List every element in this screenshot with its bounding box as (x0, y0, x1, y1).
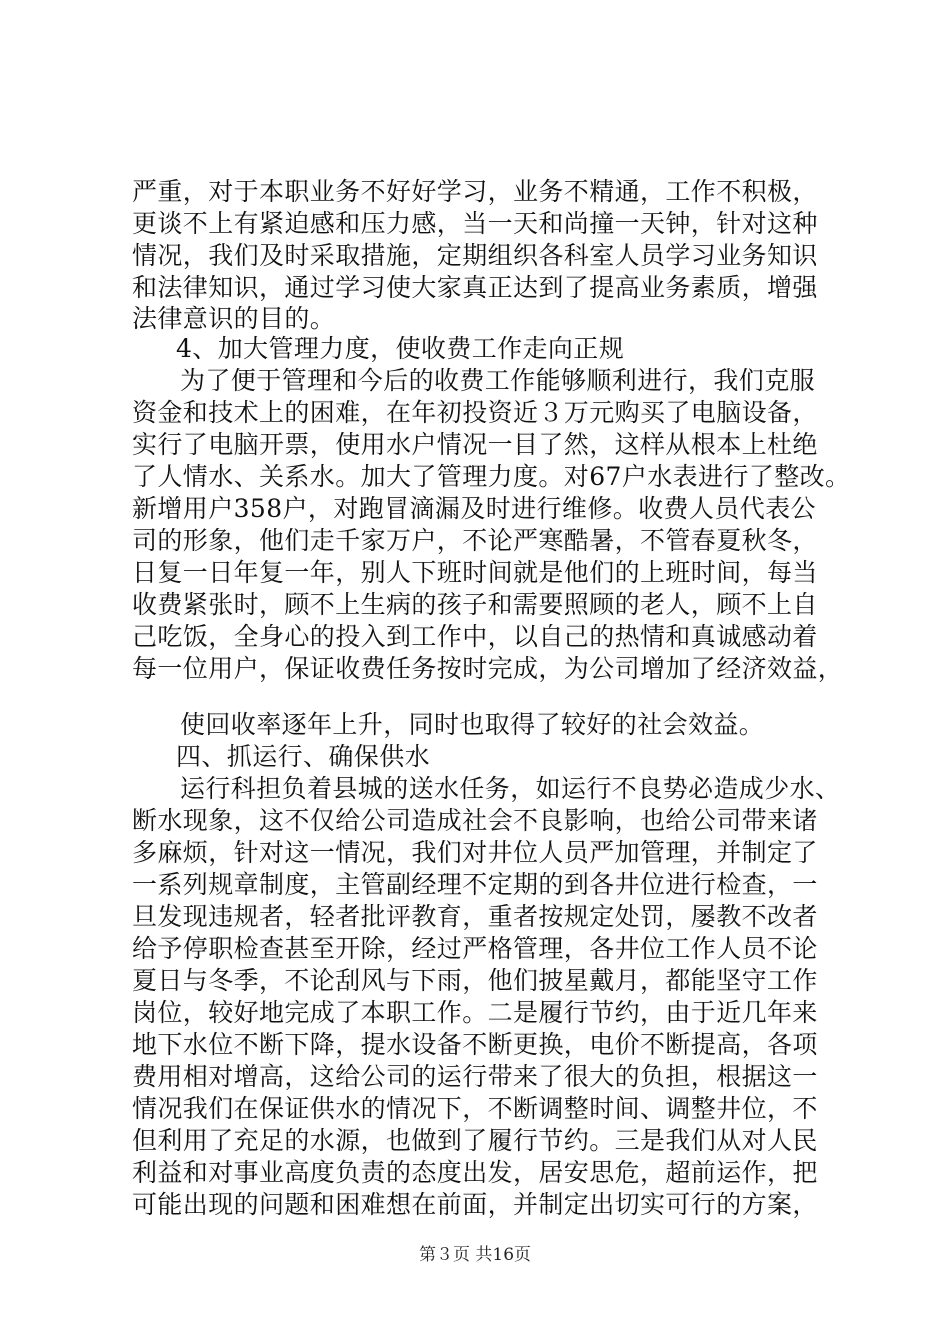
paragraph-first-line: 运行科担负着县城的送水任务，如运行不良势必造成少水、 (180, 774, 841, 803)
body-line: 资金和技术上的困难，在年初投资近３万元购买了电脑设备， (132, 398, 818, 427)
body-line: 情况我们在保证供水的情况下，不断调整时间、调整井位，不 (132, 1094, 818, 1123)
body-line: 夏日与冬季，不论刮风与下雨，他们披星戴月，都能坚守工作 (132, 966, 818, 995)
body-line: 利益和对事业高度负责的态度出发，居安思危，超前运作，把 (132, 1158, 818, 1187)
body-line: 但利用了充足的水源，也做到了履行节约。三是我们从对人民 (132, 1126, 818, 1155)
section-heading: 4、加大管理力度，使收费工作走向正规 (176, 334, 625, 363)
body-line: 了人情水、关系水。加大了管理力度。对67户水表进行了整改。 (132, 462, 851, 491)
body-line: 和法律知识，通过学习使大家真正达到了提高业务素质，增强 (132, 273, 818, 302)
paragraph-first-line: 使回收率逐年上升，同时也取得了较好的社会效益。 (180, 710, 765, 739)
body-line: 己吃饭，全身心的投入到工作中，以自己的热情和真诚感动着 (132, 622, 818, 651)
body-line: 可能出现的问题和困难想在前面，并制定出切实可行的方案， (132, 1190, 818, 1219)
body-line: 旦发现违规者，轻者批评教育，重者按规定处罚，屡教不改者 (132, 902, 818, 931)
body-line: 实行了电脑开票，使用水户情况一目了然，这样从根本上杜绝 (132, 430, 818, 459)
body-line: 每一位用户，保证收费任务按时完成，为公司增加了经济效益， (132, 654, 844, 683)
body-line: 法律意识的目的。 (132, 304, 336, 333)
body-line: 费用相对增高，这给公司的运行带来了很大的负担，根据这一 (132, 1062, 818, 1091)
body-line: 断水现象，这不仅给公司造成社会不良影响，也给公司带来诸 (132, 806, 818, 835)
body-line: 情况，我们及时采取措施，定期组织各科室人员学习业务知识 (132, 241, 818, 270)
body-line: 给予停职检查甚至开除，经过严格管理，各井位工作人员不论 (132, 934, 818, 963)
paragraph-first-line: 为了便于管理和今后的收费工作能够顺利进行，我们克服 (180, 366, 816, 395)
body-line: 日复一日年复一年，别人下班时间就是他们的上班时间，每当 (132, 558, 818, 587)
body-line: 地下水位不断下降，提水设备不断更换，电价不断提高，各项 (132, 1030, 818, 1059)
body-line: 严重，对于本职业务不好好学习，业务不精通，工作不积极， (132, 177, 818, 206)
section-heading: 四、抓运行、确保供水 (176, 742, 431, 771)
body-line: 收费紧张时，顾不上生病的孩子和需要照顾的老人，顾不上自 (132, 590, 818, 619)
body-line: 多麻烦，针对这一情况，我们对井位人员严加管理，并制定了 (132, 838, 818, 867)
body-line: 一系列规章制度，主管副经理不定期的到各井位进行检查，一 (132, 870, 818, 899)
body-line: 更谈不上有紧迫感和压力感，当一天和尚撞一天钟，针对这种 (132, 209, 818, 238)
page-number-footer: 第３页 共16页 (418, 1245, 532, 1265)
body-line: 新增用户358户，对跑冒滴漏及时进行维修。收费人员代表公 (132, 494, 816, 523)
body-line: 司的形象，他们走千家万户，不论严寒酷暑，不管春夏秋冬， (132, 526, 818, 555)
body-line: 岗位，较好地完成了本职工作。二是履行节约，由于近几年来 (132, 998, 818, 1027)
